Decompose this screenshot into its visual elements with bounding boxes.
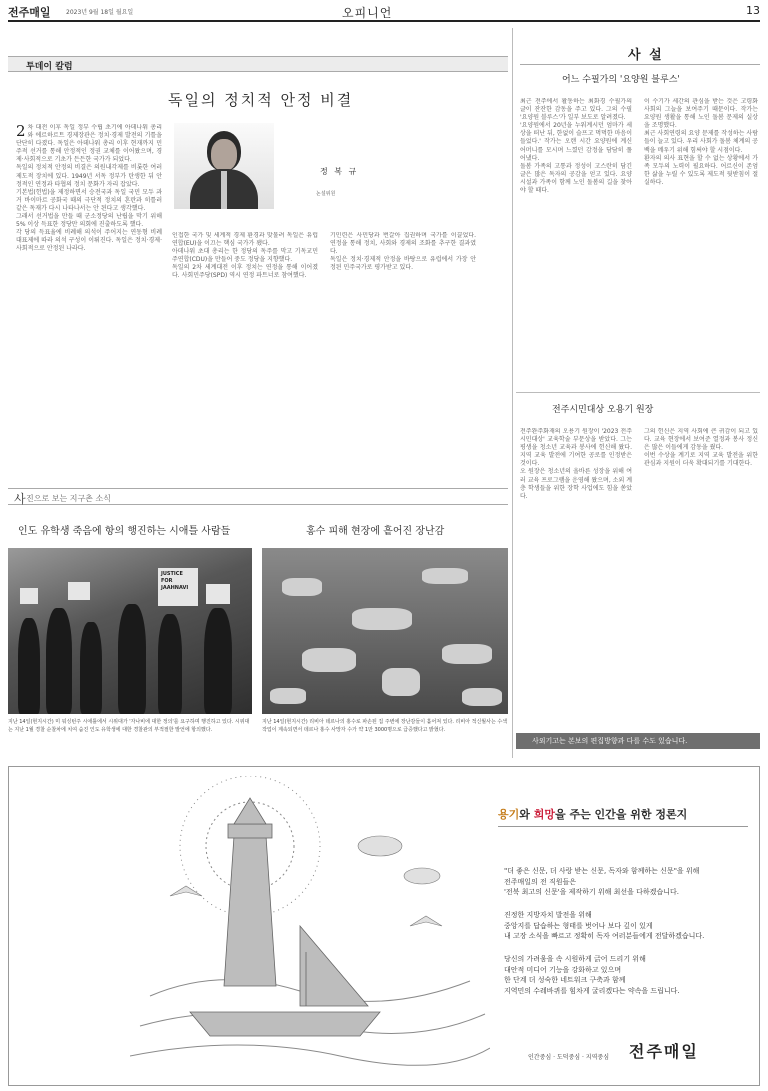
ad-headline <box>498 806 687 822</box>
debris <box>302 648 356 672</box>
libya-flood-photo <box>262 548 508 714</box>
debris <box>422 568 468 584</box>
lighthouse-illustration <box>130 776 490 1076</box>
photo-news-label-initial: 사 <box>14 492 26 506</box>
issue-date: 2023년 9월 18일 월요일 <box>66 9 134 16</box>
photo-news-header <box>8 488 508 505</box>
photo-title-1: 인도 유학생 죽음에 항의 행진하는 시애틀 사람들 <box>18 526 231 537</box>
editorial-text-1b <box>644 98 758 394</box>
column-paragraph: 아데나워 초대 총리는 한 정당의 독주를 막고 기독교민주연합(CDU)을 만들어 중도 정당을 지향했다. <box>172 248 318 264</box>
protest-sign <box>68 582 90 600</box>
column-title: 독일의 정치적 안정 비결 <box>168 91 354 109</box>
editorial-paragraph: 최근 전주에서 활동하는 최화경 수필가의 글이 잔잔한 감동을 주고 있다. 그의 수필 '요양원 블루스'가 일부 보도로 알려졌다. <box>520 98 632 122</box>
author-photo-tie <box>221 171 227 209</box>
ad-headline-and: 와 <box>519 808 534 821</box>
author-photo <box>174 123 274 209</box>
ad-paragraph-1 <box>504 866 699 898</box>
ad-line: 진정한 지방자치 발전을 위해 <box>504 911 592 919</box>
ad-line: 내 고장 소식을 빠르고 정확히 독자 여러분들에게 전달하겠습니다. <box>504 932 705 940</box>
ad-line: 당신의 가려움을 속 시원하게 긁어 드리기 위해 <box>504 955 646 963</box>
ad-line: 중앙지를 답습하는 형태를 벗어나 보다 깊이 있게 <box>504 921 653 930</box>
protester-figure <box>204 608 232 714</box>
newspaper-name: 전주매일 <box>8 6 51 19</box>
debris <box>442 644 492 664</box>
debris <box>462 688 502 706</box>
column-paragraph: 독일의 정치적 안정의 비결은 의원내각제를 비롯한 여러 제도적 장치에 있다. 1949년 서독 정부가 탄생한 뒤 안정적인 연정과 타협의 정치 문화가 자리 잡았다. <box>16 164 162 188</box>
ad-headline-rest: 을 주는 인간을 위한 정론지 <box>555 808 688 821</box>
ad-paragraph-2 <box>504 910 704 942</box>
column-paragraph: 차 대전 이후 독일 정부 수립 초기에 아데나워 총리와 에르하르트 경제장관은 정치·경제 발전의 기틀을 단단히 다졌다. 독일은 아데나워 총리 이후 현재까지 민주적 선거를 통해 안정적인 정권 교체를 이어왔으며, 경제·사회적으로 기초가 든든한 국가가 되었다. <box>16 124 162 164</box>
ad-headline-courage: 용기 <box>498 808 520 821</box>
editorial-text-2b <box>644 428 758 724</box>
column-label: 투데이 칼럼 <box>26 62 73 72</box>
editorial-paragraph: 오 원장은 청소년의 올바른 성장을 위해 여러 교육 프로그램을 운영해 왔으며, 소외 계층 학생들을 위한 장학 사업에도 힘을 쏟았다. <box>520 468 632 500</box>
disclaimer-bar <box>516 733 760 749</box>
ad-logo: 전주매일 <box>629 1042 699 1061</box>
page-number: 13 <box>746 4 760 17</box>
column-paragraph: 인접한 국가 및 세계적 경제 환경과 맞물려 독일은 유럽연합(EU)을 이끄는 핵심 국가가 됐다. <box>172 232 318 248</box>
debris <box>270 688 306 704</box>
page-header <box>8 4 760 20</box>
editorial-paragraph: 돌봄 가족의 고통과 정성이 고스란히 담긴 글은 많은 독자의 공감을 얻고 있다. 요양 시설과 가족이 함께 노인 돌봄의 길을 찾아야 할 때다. <box>520 162 632 195</box>
debris <box>352 608 412 630</box>
editorial-rule <box>520 64 760 65</box>
ad-headline-rule <box>498 826 748 827</box>
editorial-paragraph: '요양원에서 20년을 누워계시던 엄마가 세상을 떠난 뒤, 한없이 슬프고 먹먹한 마음이 들었다.' 작가는 오랜 시간 요양원에 계신 어머니를 모시며 느꼈던 감정을 담담히 풀어냈다. <box>520 122 632 162</box>
section-title: 오피니언 <box>342 6 393 20</box>
column-paragraph: 기본법(헌법)을 제정하면서 승전국과 독일 국민 모두 과거 바이마르 공화국 때의 극단적 정치의 혼란과 히틀러 같은 독재가 다시 나타나서는 안 된다고 생각했다. <box>16 188 162 212</box>
author-title: 논설위원 <box>316 191 336 197</box>
disclaimer-text: 사외기고는 본보의 편집방향과 다를 수도 있습니다. <box>532 737 688 745</box>
protester-figure <box>118 604 146 714</box>
column-text-col2 <box>172 232 318 476</box>
seattle-march-photo <box>8 548 252 714</box>
protester-figure <box>18 618 40 714</box>
drop-cap: 2 <box>16 124 26 140</box>
column-text-col1 <box>16 124 162 476</box>
ad-line: 전주매일의 전 직원들은 <box>504 877 577 886</box>
column-paragraph: 독일의 2차 세계대전 이후 정치는 연정을 통해 이어졌다. 사회민주당(SPD) 역시 연정 파트너로 참여했다. <box>172 264 318 280</box>
editorial-divider <box>516 392 760 393</box>
ad-line: "더 좋은 신문, 더 사랑 받는 신문, 독자와 함께하는 신문"을 위해 <box>504 867 700 875</box>
protest-sign <box>206 584 230 604</box>
ad-headline-hope: 희망 <box>533 808 555 821</box>
photo-caption-1: 지난 14일(현지시간) 미 워싱턴주 시애틀에서 시위대가 '자나비에 대한 정의'를 요구하며 행진하고 있다. 시위대는 지난 1월 경찰 순찰차에 치여 숨진 인도 유학생에 대한 경찰관의 부적절한 발언에 항의했다. <box>8 719 250 733</box>
ad-line: 한 단계 더 성숙한 네트워크 구축과 함께 <box>504 976 626 984</box>
editorial-title-2: 전주시민대상 오용기 원장 <box>552 405 654 415</box>
editorial-paragraph: 이 수기가 세간의 관심을 받는 것은 고령화 사회의 그늘을 보여주기 때문이다. 작가는 요양원 생활을 통해 노인 돌봄 문제의 실상을 조명했다. <box>644 98 758 130</box>
editorial-paragraph: 환자의 의사 표현을 할 수 없는 상황에서 가족 모두의 노력이 필요하다. 어르신이 존엄한 삶을 누릴 수 있도록 제도적 뒷받침이 절실하다. <box>644 154 758 186</box>
photo-news-label: 진으로 보는 지구촌 소식 <box>26 494 111 503</box>
author-photo-face <box>211 139 237 171</box>
protest-sign: JUSTICE FOR JAAHNAVI <box>158 568 198 606</box>
editorial-text-1a <box>520 98 632 394</box>
protest-sign <box>20 588 38 604</box>
toy <box>382 668 420 696</box>
editorial-paragraph: 최근 사회연령의 요양 문제를 작성하는 사람들이 늘고 있다. 우리 사회가 돌봄 체계의 공백을 메우기 위해 힘써야 할 시점이다. <box>644 130 758 154</box>
debris <box>282 578 322 596</box>
protester-figure <box>158 614 182 714</box>
ad-line: 대안적 미디어 기능을 강화하고 있으며 <box>504 965 622 974</box>
column-text-col3 <box>330 232 476 476</box>
editorial-paragraph: 전주완주화재의 오용기 원장이 '2023 전주시민대상' 교육학술 부문상을 받았다. 그는 평생을 청소년 교육과 봉사에 헌신해 왔다. 지역 교육 발전에 기여한 공로를 인정받은 것이다. <box>520 428 632 468</box>
column-paragraph: 독일은 정치·경제적 안정을 바탕으로 유럽에서 가장 안정된 민주국가로 평가받고 있다. <box>330 256 476 272</box>
column-paragraph: 기민련은 사민당과 번갈아 집권하며 국가를 이끌었다. 연정을 통해 정치, 사회와 경제의 조화를 추구한 결과였다. <box>330 232 476 256</box>
column-paragraph: 각 당의 득표율에 비례해 의석이 주어지는 연동형 비례대표제에 따라 의석 구성이 이뤄진다. 독일은 정치·경제·사회적으로 안정된 나라다. <box>16 229 162 253</box>
editorial-title-1: 어느 수필가의 '요양원 블루스' <box>562 75 680 85</box>
protester-figure <box>80 622 102 714</box>
ad-line: '전북 최고의 신문'을 제작하기 위해 최선을 다하겠습니다. <box>504 888 679 896</box>
protester-figure <box>46 608 72 714</box>
header-rule <box>8 20 760 22</box>
column-paragraph: 그래서 선거법을 만들 때 군소정당의 난립을 막기 위해 5% 이상 득표한 정당만 의회에 진출하도록 했다. <box>16 213 162 229</box>
author-name: 정 복 규 <box>320 167 359 176</box>
editorial-paragraph: 그의 헌신은 지역 사회에 큰 귀감이 되고 있다. 교육 현장에서 보여준 열정과 봉사 정신은 많은 이들에게 감동을 줬다. <box>644 428 758 452</box>
photo-caption-2: 지난 14일(현지시간) 리비아 데르나의 홍수로 파손된 집 주변에 장난감들이 흩어져 있다. 리비아 적신월사는 수색 작업이 계속되면서 데르나 홍수 사망자 수가 약 1만 3000명으로 급증했다고 밝혔다. <box>262 719 508 733</box>
column-divider <box>512 28 513 758</box>
photo-title-2: 홍수 피해 현장에 흩어진 장난감 <box>306 526 445 537</box>
ad-paragraph-3 <box>504 954 680 996</box>
ad-line: 지역민의 수레바퀴를 힘차게 굴리겠다는 약속을 드립니다. <box>504 986 680 995</box>
column-label-bar <box>8 56 508 72</box>
ad-footer-slogan: 인간중심 · 도덕중심 · 지역중심 <box>528 1054 609 1061</box>
editorial-text-2a <box>520 428 632 724</box>
editorial-label: 사 설 <box>628 48 664 63</box>
editorial-paragraph: 이번 수상을 계기로 지역 교육 발전을 위한 관심과 지원이 더욱 확대되기를 기대한다. <box>644 452 758 468</box>
